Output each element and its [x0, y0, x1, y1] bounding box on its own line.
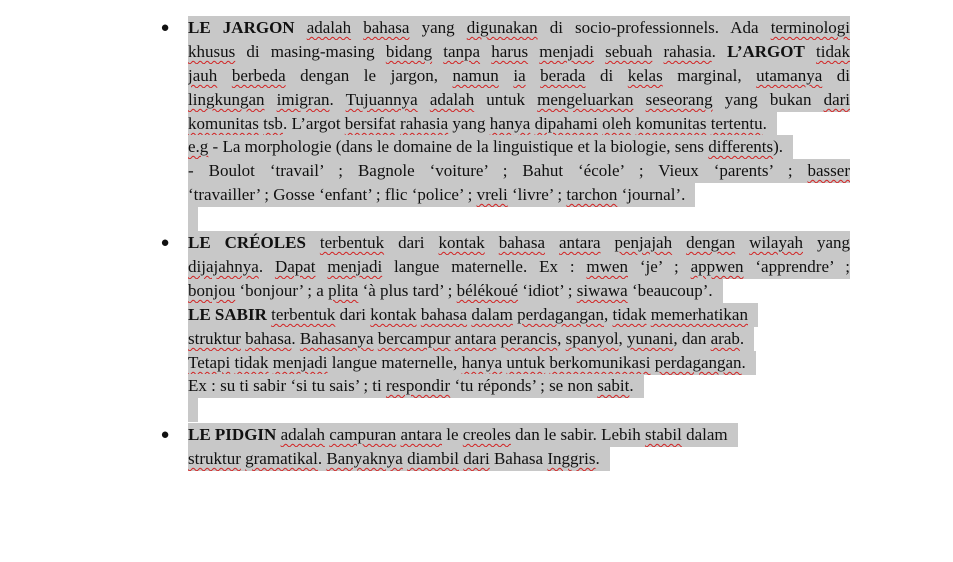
list-item-line: struktur bahasa. Bahasanya bercampur antara perancis, spanyol, yunani, dan arab. — [188, 327, 754, 351]
list-item-line: LE CRÉOLES terbentuk dari kontak bahasa antara penjajah dengan wilayah yang — [188, 231, 850, 255]
list-item-line: ‘travailler’ ; Gosse ‘enfant’ ; flic ‘police’ ; vreli ‘livre’ ; tarchon ‘journal’. — [188, 183, 695, 207]
highlighted-text: LE JARGON adalah bahasa yang digunakan di socio-professionnels. Ada terminologi — [188, 16, 850, 40]
list-item-line: LE PIDGIN adalah campuran antara le creoles dan le sabir. Lebih stabil dalam — [188, 423, 738, 447]
list-item-line: jauh berbeda dengan le jargon, namun ia berada di kelas marginal, utamanya di — [188, 64, 850, 88]
blank-highlighted-line — [188, 207, 198, 231]
list-item-line: lingkungan imigran. Tujuannya adalah untuk mengeluarkan seseorang yang bukan dari — [188, 88, 850, 112]
blank-highlighted-line — [188, 398, 198, 422]
list-item-line: bonjou ‘bonjour’ ; a plita ‘à plus tard’ ; bélékoué ‘idiot’ ; siwawa ‘beaucoup’. — [188, 279, 723, 303]
list-item-line: Ex : su ti sabir ‘si tu sais’ ; ti respondir ‘tu réponds’ ; se non sabit. — [188, 374, 644, 398]
list-item-line: komunitas tsb. L’argot bersifat rahasia yang hanya dipahami oleh komunitas tertentu. — [188, 112, 777, 136]
bullet-marker: ● — [160, 235, 170, 251]
list-item-line: khusus di masing-masing bidang tanpa harus menjadi sebuah rahasia. L’ARGOT tidak — [188, 40, 850, 64]
list-item-line: e.g - La morphologie (dans le domaine de la linguistique et la biologie, sens differents). — [188, 135, 793, 159]
bullet-marker: ● — [160, 20, 170, 36]
list-item-line — [188, 16, 850, 40]
bullet-marker: ● — [160, 427, 170, 443]
list-item-line: struktur gramatikal. Banyaknya diambil dari Bahasa Inggris. — [188, 447, 610, 471]
list-item-line: dijajahnya. Dapat menjadi langue maternelle. Ex : mwen ‘je’ ; appwen ‘apprendre’ ; — [188, 255, 850, 279]
list-item-line: Tetapi tidak menjadi langue maternelle, hanya untuk berkomunikasi perdagangan. — [188, 351, 756, 375]
list-item-line: LE SABIR terbentuk dari kontak bahasa dalam perdagangan, tidak memerhatikan — [188, 303, 758, 327]
list-item-line: - Boulot ‘travail’ ; Bagnole ‘voiture’ ; Bahut ‘école’ ; Vieux ‘parents’ ; basser — [188, 159, 850, 183]
